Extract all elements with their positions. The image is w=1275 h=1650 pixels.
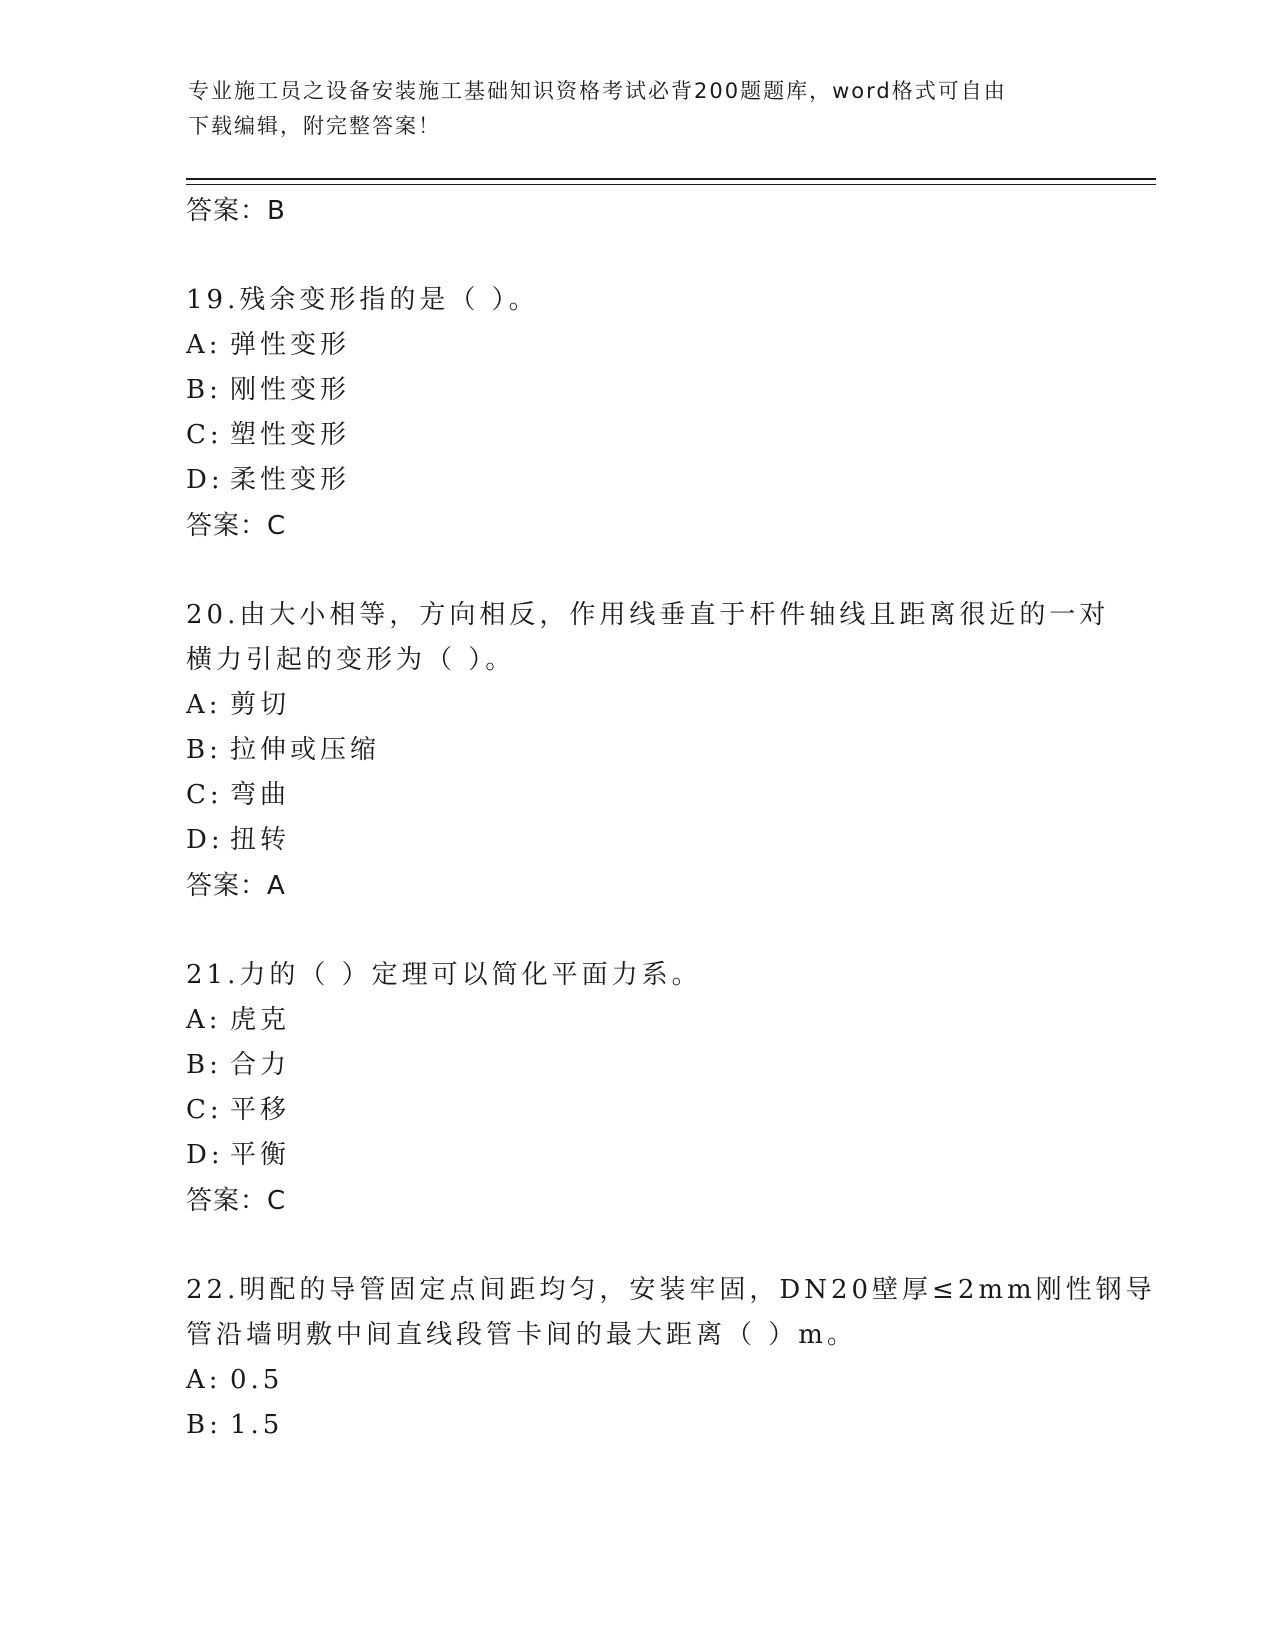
option-letter: A: (186, 1365, 222, 1395)
question-text: 22.明配的导管固定点间距均匀，安装牢固，DN20壁厚≤2mm刚性钢导 (186, 1275, 1156, 1305)
header-line-1: 专业施工员之设备安装施工基础知识资格考试必背200题题库，word格式可自由 (188, 79, 1007, 103)
option-letter: A: (186, 690, 222, 720)
option-b (186, 1043, 1086, 1088)
answer-label: 答案：A (186, 871, 286, 901)
option-text: 合力 (230, 1050, 291, 1080)
option-letter: A: (186, 1005, 222, 1035)
option-b (186, 1403, 1086, 1448)
option-d (186, 818, 1086, 863)
header-rule-thick (186, 178, 1156, 180)
option-text: 0.5 (230, 1365, 284, 1395)
option-text: 剪切 (230, 690, 291, 720)
option-letter: B: (186, 375, 222, 405)
option-text: 弯曲 (230, 780, 291, 810)
answer-label: 答案：C (186, 511, 287, 541)
option-text: 1.5 (230, 1410, 284, 1440)
option-a (186, 323, 1086, 368)
option-text: 塑性变形 (230, 420, 351, 450)
option-letter: C: (186, 1095, 223, 1125)
option-a (186, 1358, 1086, 1403)
question-text: 21.力的（ ）定理可以简化平面力系。 (186, 960, 702, 990)
option-letter: A: (186, 330, 222, 360)
question-22 (186, 1268, 1156, 1448)
option-text: 刚性变形 (230, 375, 351, 405)
question-21 (186, 953, 1086, 1224)
option-d (186, 1133, 1086, 1178)
option-text: 平移 (230, 1095, 291, 1125)
question-text-continued: 管沿墙明敷中间直线段管卡间的最大距离（ ）m。 (186, 1320, 857, 1350)
option-letter: B: (186, 735, 222, 765)
option-a (186, 683, 1086, 728)
option-c (186, 413, 1086, 458)
question-text: 19.残余变形指的是（ ）。 (186, 285, 539, 315)
option-letter: D: (186, 465, 224, 495)
option-d (186, 458, 1086, 503)
question-content (186, 188, 1156, 1448)
option-letter: C: (186, 420, 223, 450)
option-letter: D: (186, 825, 224, 855)
option-a (186, 998, 1086, 1043)
option-b (186, 728, 1086, 773)
option-b (186, 368, 1086, 413)
option-text: 平衡 (230, 1140, 291, 1170)
option-text: 扭转 (230, 825, 291, 855)
option-letter: B: (186, 1050, 222, 1080)
answer-label: 答案：C (186, 1186, 287, 1216)
question-20 (186, 593, 1110, 909)
option-letter: B: (186, 1410, 222, 1440)
option-letter: C: (186, 780, 223, 810)
option-text: 弹性变形 (230, 330, 351, 360)
option-c (186, 773, 1086, 818)
document-header (188, 74, 1068, 144)
option-letter: D: (186, 1140, 224, 1170)
option-text: 拉伸或压缩 (230, 735, 381, 765)
header-line-2: 下载编辑，附完整答案！ (188, 114, 441, 138)
question-text-continued: 横力引起的变形为（ ）。 (186, 645, 516, 675)
question-text: 20.由大小相等，方向相反，作用线垂直于杆件轴线且距离很近的一对 (186, 600, 1110, 630)
header-rule-thin (186, 184, 1156, 185)
option-text: 柔性变形 (230, 465, 351, 495)
question-19 (186, 278, 1086, 549)
answer-label: 答案：B (186, 196, 286, 226)
option-c (186, 1088, 1086, 1133)
option-text: 虎克 (230, 1005, 291, 1035)
